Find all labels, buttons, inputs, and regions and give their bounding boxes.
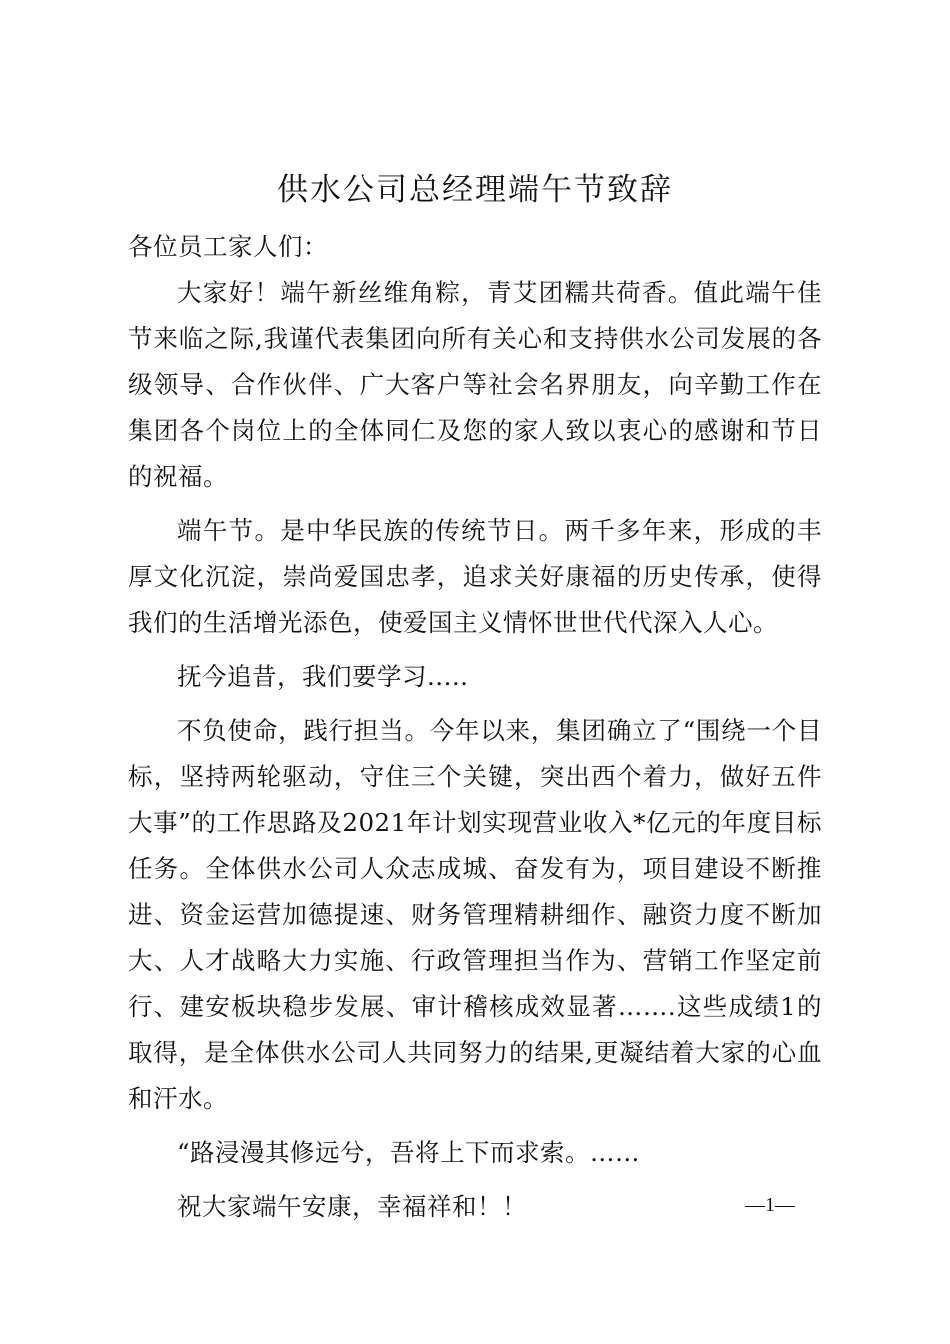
paragraph-reflection: 抚今追昔，我们要学习..... bbox=[177, 662, 469, 691]
document-body bbox=[128, 224, 822, 1238]
paragraph-festival-history: 端午节。是中华民族的传统节日。两千多年来，形成的丰厚文化沉淀，崇尚爱国忠孝，追求关好康福的历史传承，使得我们的生活增光添色，使爱国主义情怀世世代代深入人心。 bbox=[128, 516, 822, 637]
paragraph-quote: “路浸漫其修远兮，吾将上下而求索。…… bbox=[177, 1138, 641, 1167]
salutation: 各位员工家人们： bbox=[128, 232, 328, 261]
paragraph-achievements: 不负使命，践行担当。今年以来，集团确立了“围绕一个目标，坚持两轮驱动，守住三个关键，突出西个着力，做好五件大事”的工作思路及2021年计划实现营业收入*亿元的年度目标任务。全体供水公司人众志成城、奋发有为，项目建设不断推进、资金运营加德提速、财务管理精耕细作、融资力度不断加大、人才战略大力实施、行政管理担当作为、营销工作坚定前行、建安板块稳步发展、审计稽核成效显著…….这些成绩1的取得，是全体供水公司人共同努力的结果,更凝结着大家的心血和汗水。 bbox=[128, 716, 822, 1113]
document-title: 供水公司总经理端午节致辞 bbox=[277, 172, 673, 208]
page-number: —1— bbox=[745, 1194, 795, 1216]
paragraph-wishes: 祝大家端午安康，幸福祥和！！ bbox=[177, 1192, 527, 1221]
paragraph-greeting: 大家好！端午新丝维角粽，青艾团糯共荷香。值此端午佳节来临之际,我谨代表集团向所有关心和支持供水公司发展的各级领导、合作伙伴、广大客户等社会名界朋友，向辛勤工作在集团各个岗位上的全体同仁及您的家人致以衷心的感谢和节日的祝福。 bbox=[128, 278, 822, 491]
